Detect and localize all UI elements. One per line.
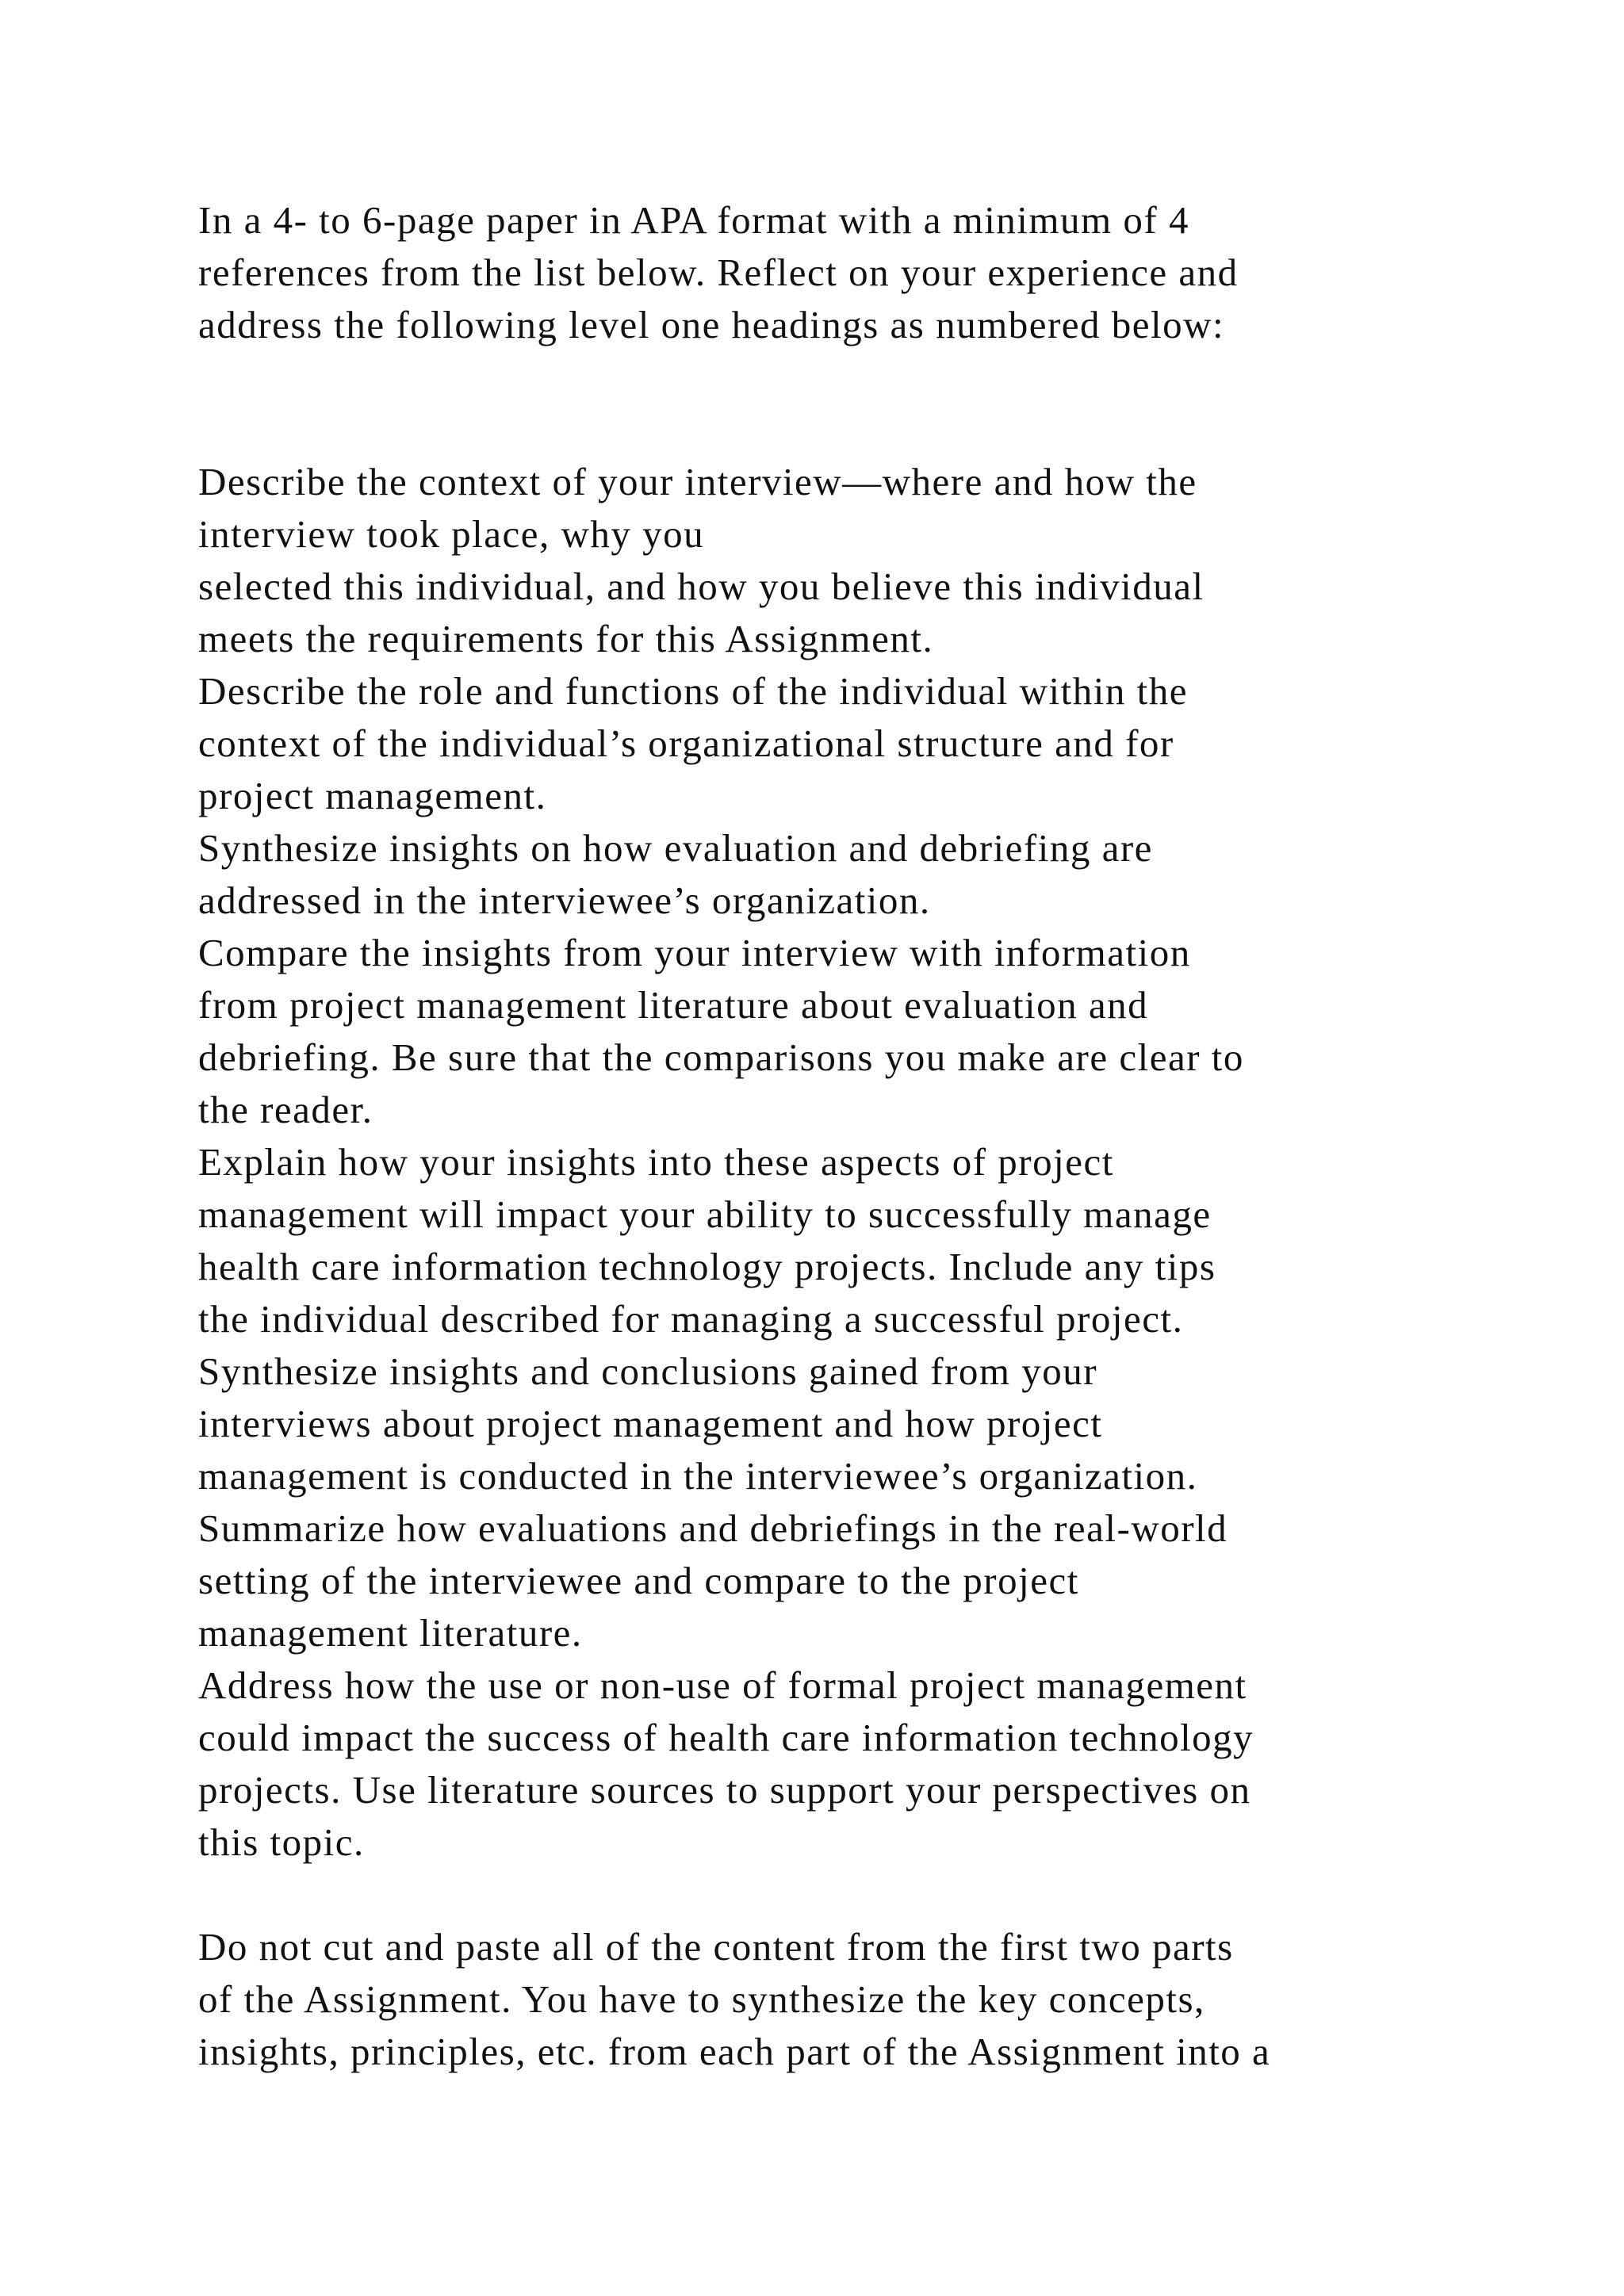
item-line: interview took place, why you bbox=[198, 512, 705, 556]
item-line: Compare the insights from your interview with information bbox=[198, 931, 1191, 974]
document-body bbox=[198, 194, 1578, 2078]
item-line: setting of the interviewee and compare to the project bbox=[198, 1559, 1079, 1602]
item-line: management literature. bbox=[198, 1611, 583, 1655]
item-line: interviews about project management and how project bbox=[198, 1402, 1103, 1445]
item-line: addressed in the interviewee’s organization. bbox=[198, 878, 931, 922]
paragraph-spacer bbox=[198, 404, 1578, 456]
item-line: project management. bbox=[198, 774, 547, 817]
item-line: meets the requirements for this Assignment. bbox=[198, 617, 934, 660]
item-line: management will impact your ability to successfully manage bbox=[198, 1192, 1212, 1236]
closing-line: of the Assignment. You have to synthesize the key concepts, bbox=[198, 1977, 1205, 2021]
item-line: management is conducted in the interviewee’s organization. bbox=[198, 1454, 1198, 1498]
item-line: Explain how your insights into these aspects of project bbox=[198, 1140, 1114, 1184]
item-line: the individual described for managing a successful project. bbox=[198, 1297, 1184, 1341]
item-line: selected this individual, and how you believe this individual bbox=[198, 564, 1205, 608]
item-line: context of the individual’s organizational structure and for bbox=[198, 721, 1174, 765]
intro-line: In a 4- to 6-page paper in APA format with a minimum of 4 bbox=[198, 198, 1189, 242]
closing-line: Do not cut and paste all of the content from the first two parts bbox=[198, 1925, 1234, 1969]
paragraph-spacer bbox=[198, 1869, 1578, 1921]
closing-line: insights, principles, etc. from each part of the Assignment into a bbox=[198, 2030, 1271, 2073]
item-line: from project management literature about evaluation and bbox=[198, 983, 1149, 1027]
paragraph-spacer bbox=[198, 351, 1578, 404]
item-line: Address how the use or non-use of formal project management bbox=[198, 1663, 1247, 1707]
item-line: Synthesize insights on how evaluation and debriefing are bbox=[198, 826, 1153, 870]
item-line: this topic. bbox=[198, 1820, 365, 1864]
item-line: debriefing. Be sure that the comparisons you make are clear to bbox=[198, 1035, 1244, 1079]
item-line: the reader. bbox=[198, 1088, 373, 1131]
item-line: health care information technology projects. Include any tips bbox=[198, 1245, 1216, 1288]
item-line: Summarize how evaluations and debriefings in the real-world bbox=[198, 1506, 1228, 1550]
item-line: Synthesize insights and conclusions gained from your bbox=[198, 1349, 1098, 1393]
item-line: Describe the context of your interview—where and how the bbox=[198, 460, 1197, 503]
item-line: Describe the role and functions of the individual within the bbox=[198, 669, 1189, 713]
intro-line: references from the list below. Reflect on your experience and bbox=[198, 251, 1239, 294]
item-line: projects. Use literature sources to support your perspectives on bbox=[198, 1768, 1251, 1812]
intro-line: address the following level one headings as numbered below: bbox=[198, 303, 1225, 346]
item-line: could impact the success of health care information technology bbox=[198, 1716, 1254, 1759]
